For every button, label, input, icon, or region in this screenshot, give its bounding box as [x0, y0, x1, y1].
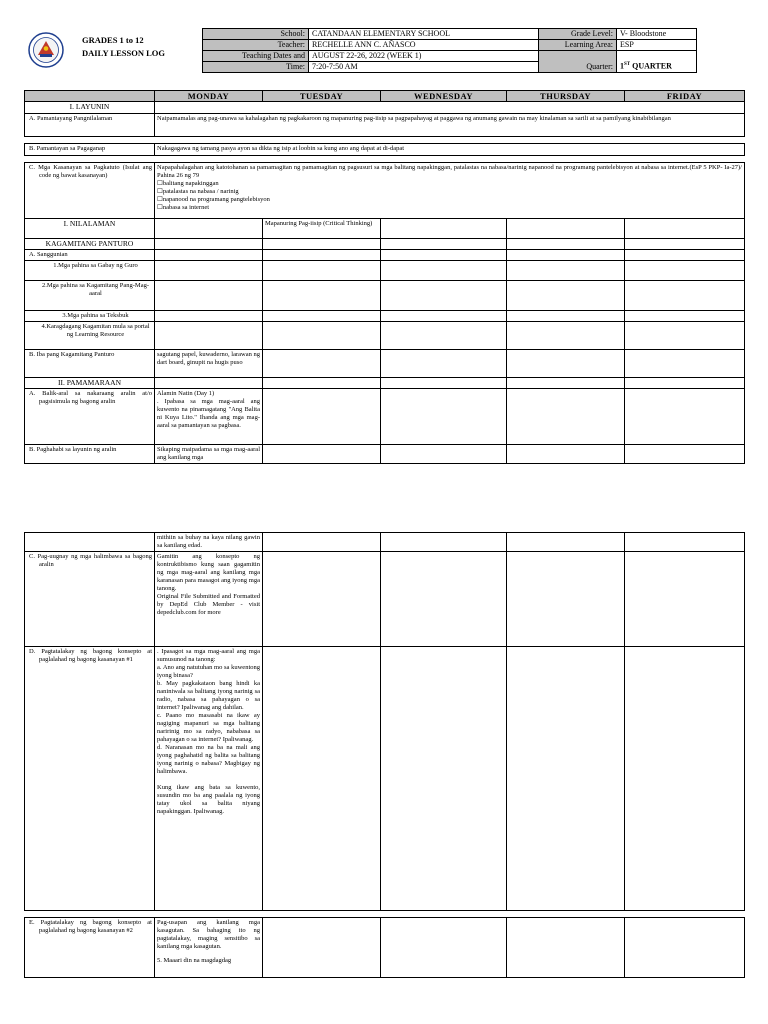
balik-aral-day: Alamin Natin (Day 1)	[157, 390, 215, 397]
pamantayang-pangnilalaman-label: A. Pamantayang Pangnilalaman	[25, 114, 155, 137]
pagtatalakay-2-label: E. Pagtatalakay ng bagong konsepto at paglalahad ng bagong kasanayan #2	[25, 918, 155, 978]
kasanayan-item: ☐patalastas na nabasa / narinig	[157, 188, 239, 195]
pagtatalakay-2-row	[25, 918, 745, 978]
day-thursday: THURSDAY	[507, 91, 625, 102]
learning-area-value: ESP	[617, 40, 697, 51]
time-label: Time:	[203, 62, 309, 73]
continuation-row	[25, 533, 745, 552]
lesson-log-table-page-2	[24, 532, 745, 978]
pamantayan-pagaganap-text: Nakagagawa ng tamang pasya ayon sa dikta ng isip at loobin sa kung ano ang dapat at di-dapat	[155, 144, 745, 156]
deped-seal-icon	[28, 32, 64, 68]
pagtatalakay-2-item: 5. Maaari din na magdagdag	[157, 957, 232, 964]
day-monday: MONDAY	[155, 91, 263, 102]
kasanayan-item: ☐nabasa sa internet	[157, 204, 210, 211]
day-tuesday: TUESDAY	[263, 91, 381, 102]
school-label: School:	[203, 29, 309, 40]
quarter-value	[617, 51, 697, 73]
lesson-log-table-page-1	[24, 90, 745, 464]
spacer-row	[25, 911, 745, 918]
kagamitang-mag-aaral-label: 2.Mga pahina sa Kagamitang Pang-Mag-aaral	[25, 281, 155, 311]
quarter-word: QUARTER	[630, 62, 672, 71]
kasanayan-item: ☐balitang napakinggan	[157, 180, 219, 187]
pamantayan-pagaganap-row	[25, 144, 745, 156]
paghahabi-label: B. Paghahabi sa layunin ng aralin	[25, 445, 155, 464]
kasanayan-text: Napapahalagahan ang katotohanan sa pamamagitan ng pamamagitan ng pagsusuri sa mga balitang napakinggan, patalastas na nabasa/narinig napanood na programang pantelebisyon at nabasa sa internet.(EsP 5 PKP- Ia-27)/ Pahina 26 ng 79	[157, 164, 742, 179]
depedclub-note: Original File Submitted and Formatted by DepEd Club Member - visit depedclub.com for more	[157, 593, 260, 616]
sanggunian-row	[25, 250, 745, 261]
title-line-dll: DAILY LESSON LOG	[82, 48, 165, 58]
teksbuk-row	[25, 311, 745, 322]
section-kagamitan: KAGAMITANG PANTURO	[25, 239, 155, 250]
quarter-suffix: ST	[624, 62, 631, 68]
kasanayan-label: C. Mga Kasanayan sa Pagkatuto (Isulat ang code ng bawat kasanayan)	[25, 163, 155, 219]
tanong-a: a. Ano ang natutuhan mo sa kuwentong iyong binasa?	[157, 664, 260, 679]
time-value: 7:20-7:50 AM	[309, 62, 539, 73]
balik-aral-row	[25, 389, 745, 445]
section-nilalaman: I. NILALAMAN	[25, 219, 155, 239]
log-title	[82, 34, 165, 60]
layunin-content	[155, 102, 745, 114]
pagtatalakay-1-row	[25, 647, 745, 911]
teaching-dates-value: AUGUST 22-26, 2022 (WEEK 1)	[309, 51, 539, 62]
teaching-dates-label: Teaching Dates and	[203, 51, 309, 62]
kasanayan-row	[25, 163, 745, 219]
tanong-b: b. May pagkakataon bang hindi ka naniniwala sa balitang iyong narinig sa radio, nabasa sa pahayagan o sa internet? Ipaliwanag ang dahilan.	[157, 680, 260, 711]
section-layunin: I. LAYUNIN	[25, 102, 155, 114]
spacer-row	[25, 137, 745, 144]
grade-level-label: Grade Level:	[539, 29, 617, 40]
pamantayang-pangnilalaman-row	[25, 114, 745, 137]
pag-uugnay-row	[25, 552, 745, 647]
quarter-label: Quarter:	[539, 51, 617, 73]
pag-uugnay-text: Gamitin ang konsepto ng kontruktibismo kung saan gagamitin ng mga mag-aaral ang kanilang mga karanasan para masagot ang iyong mga tanong.	[157, 553, 260, 592]
pagtatalakay-1-label: D. Pagtatalakay ng bagong konsepto at paglalahad ng bagong kasanayan #1	[25, 647, 155, 911]
day-header-blank	[25, 91, 155, 102]
pagtatalakay-2-content	[155, 918, 263, 978]
tanong-intro: . Ipasagot sa mga mag-aaral ang mga sumusunod na tanong:	[157, 648, 260, 663]
paghahabi-row	[25, 445, 745, 464]
nilalaman-row	[25, 219, 745, 239]
pagtatalakay-2-text: Pag-usapan ang kanilang mga kasagutan. Sa bahaging ito ng pagtatalakay, maging sensitibo sa kanilang mga kasagutan.	[157, 919, 260, 950]
learning-resource-row	[25, 322, 745, 350]
iba-pang-kagamitan-row	[25, 350, 745, 378]
kagamitang-mag-aaral-row	[25, 281, 745, 311]
pag-uugnay-content	[155, 552, 263, 647]
kasanayan-content	[155, 163, 745, 219]
learning-resource-label: 4.Karagdagang Kagamitan mula sa portal ng Learning Resource	[25, 322, 155, 350]
pagtatalakay-1-content	[155, 647, 263, 911]
learning-area-label: Learning Area:	[539, 40, 617, 51]
tanong-d: d. Naranasan mo na ba na mali ang iyong paghahatid ng balita sa balitang iyong narinig o nabasa? Magbigay ng halimbawa.	[157, 744, 260, 775]
balik-aral-label: A. Balik-aral sa nakaraang aralin at/o pagsisimula ng bagong aralin	[25, 389, 155, 445]
day-header-row	[25, 91, 745, 102]
lesson-log-header	[24, 24, 744, 76]
day-friday: FRIDAY	[625, 91, 745, 102]
gabay-guro-row	[25, 261, 745, 281]
balik-aral-content	[155, 389, 263, 445]
pamantayan-pagaganap-label: B. Pamantayan sa Pagaganap	[25, 144, 155, 156]
iba-pang-kagamitan-text: sagutang papel, kuwaderno, larawan ng dart board, ginupit na hugis puso	[155, 350, 263, 378]
quarter-number: 1	[620, 62, 624, 71]
gabay-guro-label: 1.Mga pahina sa Gabay ng Guro	[25, 261, 155, 281]
pag-uugnay-label: C. Pag-uugnay ng mga halimbawa sa bagong aralin	[25, 552, 155, 647]
header-info-table	[202, 28, 697, 73]
pamamaraan-row	[25, 378, 745, 389]
tanong-kuwento: Kung ikaw ang bata sa kuwento, susundin mo ba ang paalala ng iyong tatay ukol sa balita niyang napakinggan. Ipaliwanag.	[157, 784, 260, 815]
balik-aral-text: . Ipabasa sa mga mag-aaral ang kuwento na pinamagatang "Ang Balita ni Kuya Lito." Ihanda ang mga mag-aaral sa pamantayan sa pagbasa.	[157, 398, 260, 429]
kagamitan-row	[25, 239, 745, 250]
continuation-text: mithiin sa buhay na kaya nilang gawin sa kanilang edad.	[155, 533, 263, 552]
teacher-value: RECHELLE ANN C. AÑASCO	[309, 40, 539, 51]
section-layunin-row	[25, 102, 745, 114]
teksbuk-label: 3.Mga pahina sa Teksbuk	[25, 311, 155, 322]
tanong-c: c. Paano mo masasabi na ikaw ay nagiging mapanuri sa mga balitang naririnig mo sa radyo, nababasa sa pahayagan o sa internet? Ipaliwanag.	[157, 712, 260, 743]
section-pamamaraan: II. PAMAMARAAN	[25, 378, 155, 389]
day-wednesday: WEDNESDAY	[381, 91, 507, 102]
sanggunian-label: A. Sanggunian	[25, 250, 155, 261]
grade-level-value: V- Bloodstone	[617, 29, 697, 40]
pamantayang-pangnilalaman-text: Naipamamalas ang pag-unawa sa kahalagahan ng pagkakaroon ng mapanuring pag-iisip sa pagpapahayag at paggawa ng anumang gawain na may kinalaman sa sarili at sa pamilyang kinabibilangan	[155, 114, 745, 137]
nilalaman-text: Mapanuring Pag-iisip (Critical Thinking)	[263, 219, 381, 239]
iba-pang-kagamitan-label: B. Iba pang Kagamitang Panturo	[25, 350, 155, 378]
spacer-row	[25, 156, 745, 163]
teacher-label: Teacher:	[203, 40, 309, 51]
school-value: CATANDAAN ELEMENTARY SCHOOL	[309, 29, 539, 40]
kasanayan-item: ☐napanood na programang pangtelebisyon	[157, 196, 270, 203]
title-line-grades: GRADES 1 to 12	[82, 35, 144, 45]
paghahabi-text: Sikaping maipadama sa mga mag-aaral ang kanilang mga	[155, 445, 263, 464]
